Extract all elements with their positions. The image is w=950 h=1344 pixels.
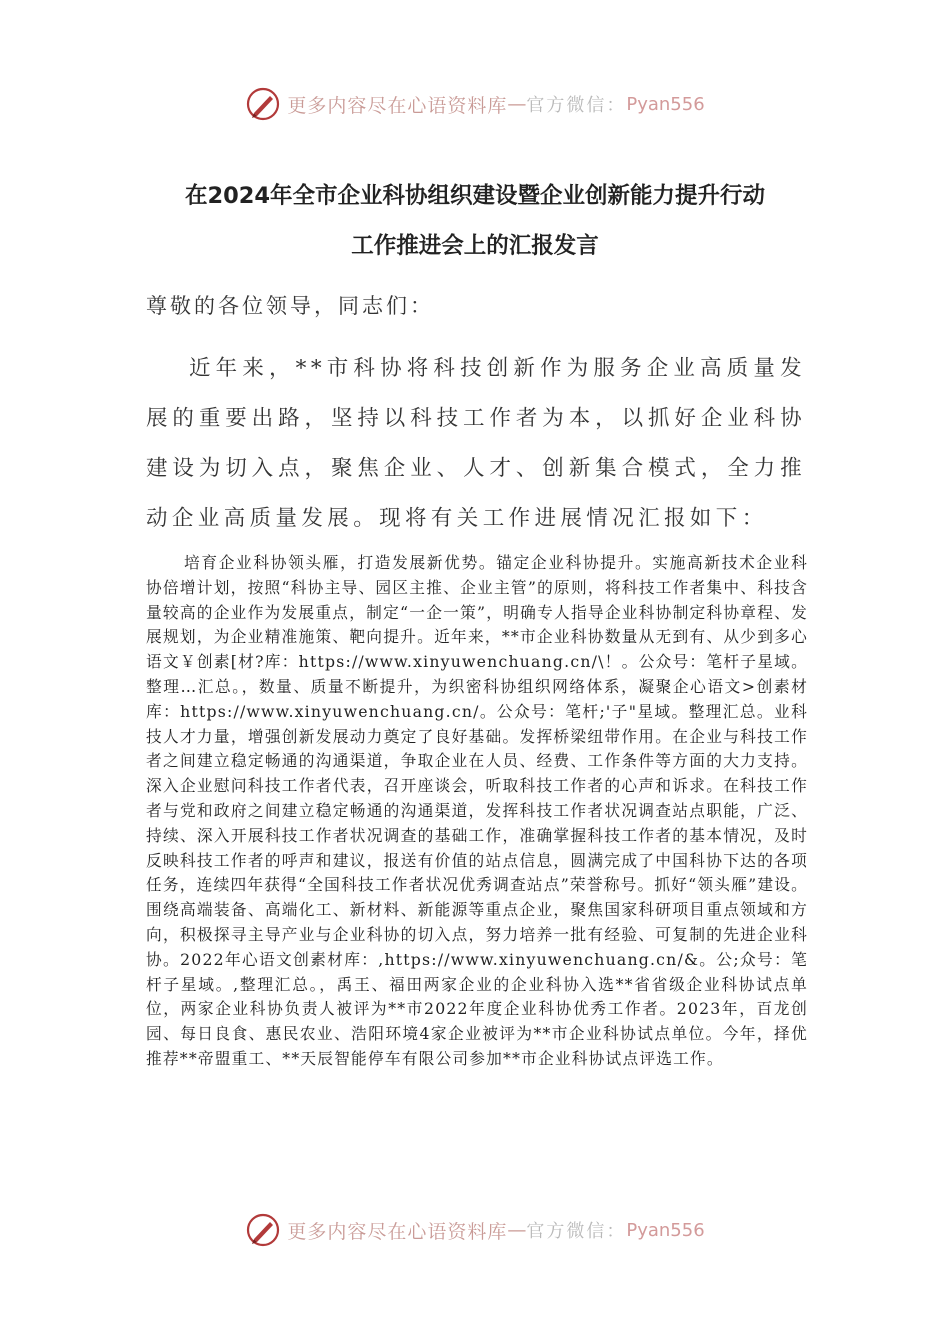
pen-logo-icon [245,86,281,122]
body-paragraph: 培育企业科协领头雁，打造发展新优势。锚定企业科协提升。实施高新技术企业科协倍增计划，按照“科协主导、园区主推、企业主管”的原则，将科技工作者集中、科技含量较高的企业作为发展重点，制定“一企一策”，明确专人指导企业科协制定科协章程、发展规划，为企业精准施策、靶向提升。近年来，**市企业科协数量从无到有、从少到多心语文￥创素[材?库：https://www.xinyuwenchuang.cn/\！。公众号：笔杆子星域。整理…汇总。，数量、质量不断提升，为织密科协组织网络体系，凝聚企心语文>创素材库：https://www.xinyuwenchuang.cn/。公众号：笔杆;'子"星域。整理汇总。业科技人才力量，增强创新发展动力奠定了良好基础。发挥桥梁纽带作用。在企业与科技工作者之间建立稳定畅通的沟通渠道，争取企业在人员、经费、工作条件等方面的大力支持。深入企业慰问科技工作者代表，召开座谈会，听取科技工作者的心声和诉求。在科技工作者与党和政府之间建立稳定畅通的沟通渠道，发挥科技工作者状况调查站点职能，广泛、持续、深入开展科技工作者状况调查的基础工作，准确掌握科技工作者的基本情况，及时反映科技工作者的呼声和建议，报送有价值的站点信息，圆满完成了中国科协下达的各项任务，连续四年获得“全国科技工作者状况优秀调查站点”荣誉称号。抓好“领头雁”建设。围绕高端装备、高端化工、新材料、新能源等重点企业，聚焦国家科研项目重点领域和方向，积极探寻主导产业与企业科协的切入点，努力培养一批有经验、可复制的先进企业科协。2022年心语文创素材库：,https://www.xinyuwenchuang.cn/&。公;众号：笔杆子星域。,整理汇总。，禹王、福田两家企业的企业科协入选**省省级企业科协试点单位，两家企业科协负责人被评为**市2022年度企业科协优秀工作者。2023年，百龙创园、每日良食、惠民农业、浩阳环境4家企业被评为**市企业科协试点单位。今年，择优推荐**帝盟重工、**天辰智能停车有限公司参加**市企业科协试点评选工作。 [146,553,808,1068]
greeting: 尊敬的各位领导，同志们： [146,294,434,318]
document-title-line-2: 工作推进会上的汇报发言 [351,233,599,259]
watermark-id: Pyan556 [626,1219,705,1241]
intro-paragraph: 近年来，**市科协将科技创新作为服务企业高质量发展的重要出路，坚持以科技工作者为本，以抓好企业科协建设为切入点，聚焦企业、人才、创新集合模式，全力推动企业高质量发展。现将有关工作进展情况汇报如下： [146,356,806,531]
watermark-id: Pyan556 [626,93,705,115]
pen-logo-icon [245,1212,281,1248]
watermark-banner-bottom [0,1210,950,1250]
watermark-banner-top [0,84,950,124]
watermark-separator: — [507,1219,527,1241]
watermark-subtitle: 官方微信： [526,95,627,116]
watermark-text: 更多内容尽在心语资料库 [287,94,508,117]
watermark-separator: — [507,93,527,115]
watermark-subtitle: 官方微信： [526,1221,627,1242]
watermark-text: 更多内容尽在心语资料库 [287,1220,508,1243]
document-title-line-1: 在2024年全市企业科协组织建设暨企业创新能力提升行动 [184,183,766,209]
